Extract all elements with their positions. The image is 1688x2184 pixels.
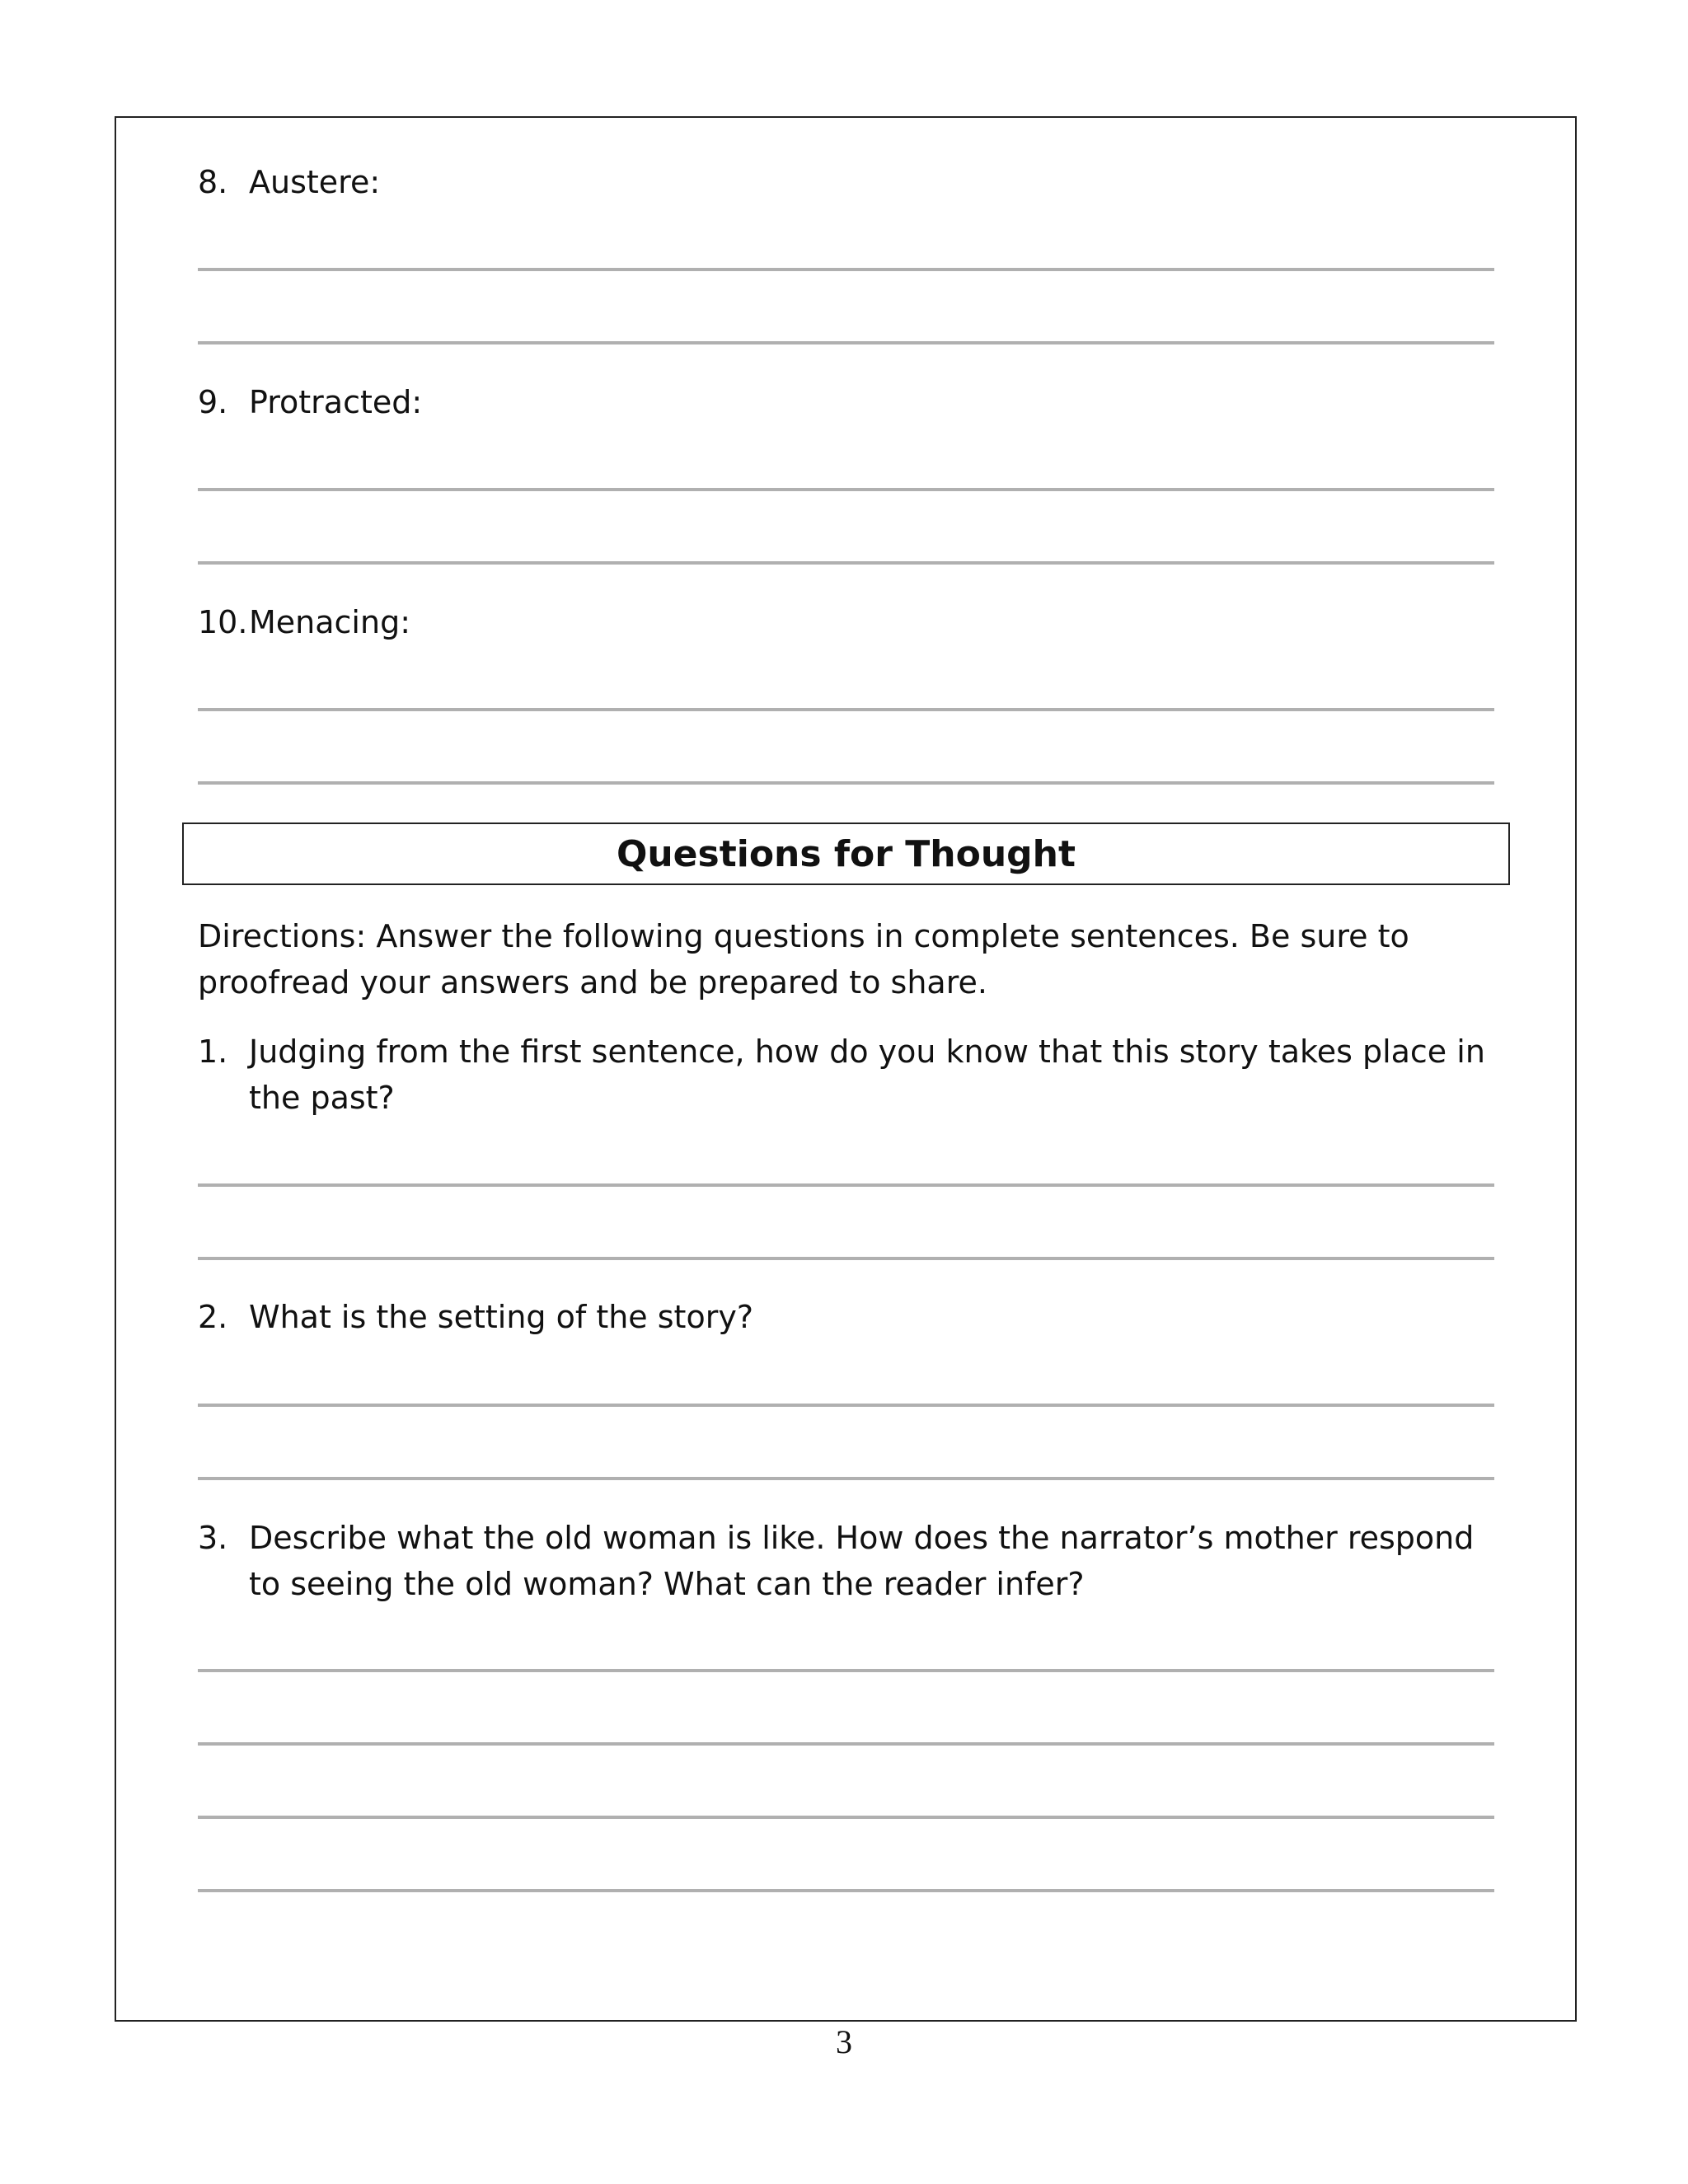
answer-line[interactable] <box>198 488 1494 491</box>
answer-line[interactable] <box>198 561 1494 565</box>
answer-line[interactable] <box>198 1889 1494 1892</box>
question-item <box>198 1294 1500 1340</box>
answer-line[interactable] <box>198 1742 1494 1746</box>
vocab-term: Austere: <box>249 164 381 200</box>
section-header <box>182 823 1510 885</box>
answer-line[interactable] <box>198 781 1494 785</box>
vocab-term: Menacing: <box>249 604 410 640</box>
vocab-number: 8. <box>198 164 228 200</box>
vocab-item <box>198 599 1500 645</box>
question-item <box>198 1515 1500 1607</box>
answer-line[interactable] <box>198 1669 1494 1672</box>
answer-line[interactable] <box>198 1257 1494 1260</box>
page-number: 3 <box>836 2023 852 2060</box>
question-text: What is the setting of the story? <box>249 1299 753 1335</box>
question-number: 1. <box>198 1033 228 1070</box>
vocab-item <box>198 159 1500 205</box>
vocab-number: 9. <box>198 384 228 420</box>
answer-line[interactable] <box>198 1816 1494 1819</box>
section-title: Questions for Thought <box>616 832 1076 875</box>
vocab-term: Protracted: <box>249 384 423 420</box>
answer-line[interactable] <box>198 1183 1494 1187</box>
answer-line[interactable] <box>198 708 1494 711</box>
question-item <box>198 1029 1500 1121</box>
vocab-item <box>198 379 1500 425</box>
question-text: Judging from the first sentence, how do you know that this story takes place in the past? <box>249 1033 1485 1116</box>
question-text: Describe what the old woman is like. How does the narrator’s mother respond to seeing the old woman? What can the reader infer? <box>249 1520 1475 1602</box>
answer-line[interactable] <box>198 268 1494 271</box>
answer-line[interactable] <box>198 1404 1494 1407</box>
answer-line[interactable] <box>198 1477 1494 1480</box>
answer-line[interactable] <box>198 341 1494 344</box>
question-number: 2. <box>198 1299 228 1335</box>
question-number: 3. <box>198 1520 228 1556</box>
directions-text: Directions: Answer the following questions in complete sentences. Be sure to proofread your answers and be prepared to share. <box>198 918 1409 1001</box>
vocab-number: 10. <box>198 604 248 640</box>
